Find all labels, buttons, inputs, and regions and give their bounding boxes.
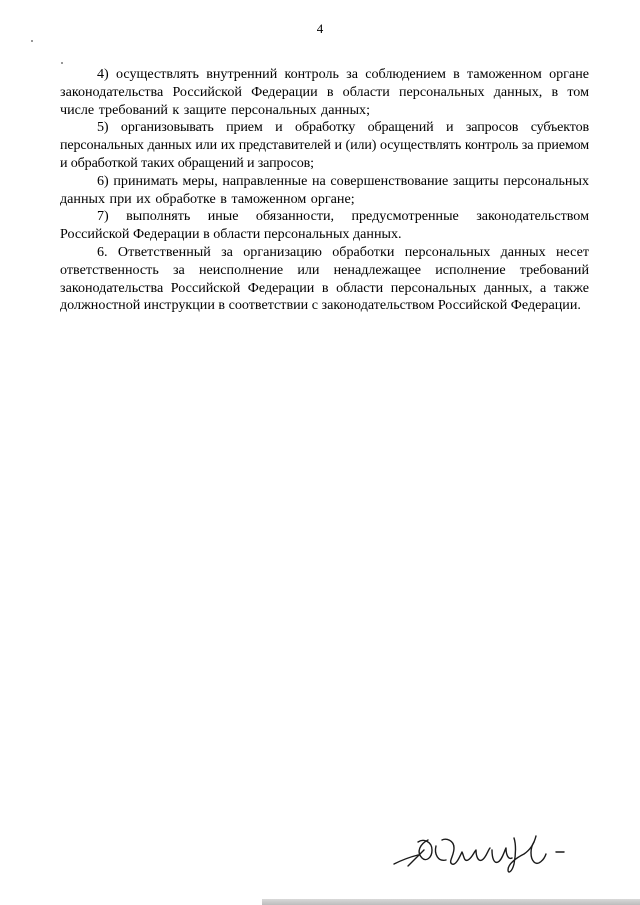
document-body [60, 66, 589, 315]
page-number: 4 [316, 21, 324, 36]
paragraph-clause-6: 6. Ответственный за организацию обработки персональных данных несет ответственность за неисполнение или ненадлежащее исполнение требований законодательства Российской Федерации в области персональных данных, а также должностной инструкции в соответствии с законодательством Российской Федерации. [60, 243, 589, 314]
paragraph-item-4: 4) осуществлять внутренний контроль за соблюдением в таможенном органе законодательства Российской Федерации в области персональных данных, в том числе требований к защите персональных данных; [60, 66, 589, 118]
paragraph-item-5: 5) организовывать прием и обработку обращений и запросов субъектов персональных данных или их представителей и (или) осуществлять контроль за приемом и обработкой таких обращений и запросов; [60, 119, 589, 171]
scan-speck [31, 40, 33, 42]
scan-bottom-edge [262, 899, 640, 905]
paragraph-item-6: 6) принимать меры, направленные на совершенствование защиты персональных данных при их обработке в таможенном органе; [60, 172, 589, 207]
paragraph-item-7: 7) выполнять иные обязанности, предусмотренные законодательством Российской Федерации в области персональных данных. [60, 208, 589, 243]
handwritten-signature [388, 820, 578, 876]
scan-speck [61, 62, 63, 64]
